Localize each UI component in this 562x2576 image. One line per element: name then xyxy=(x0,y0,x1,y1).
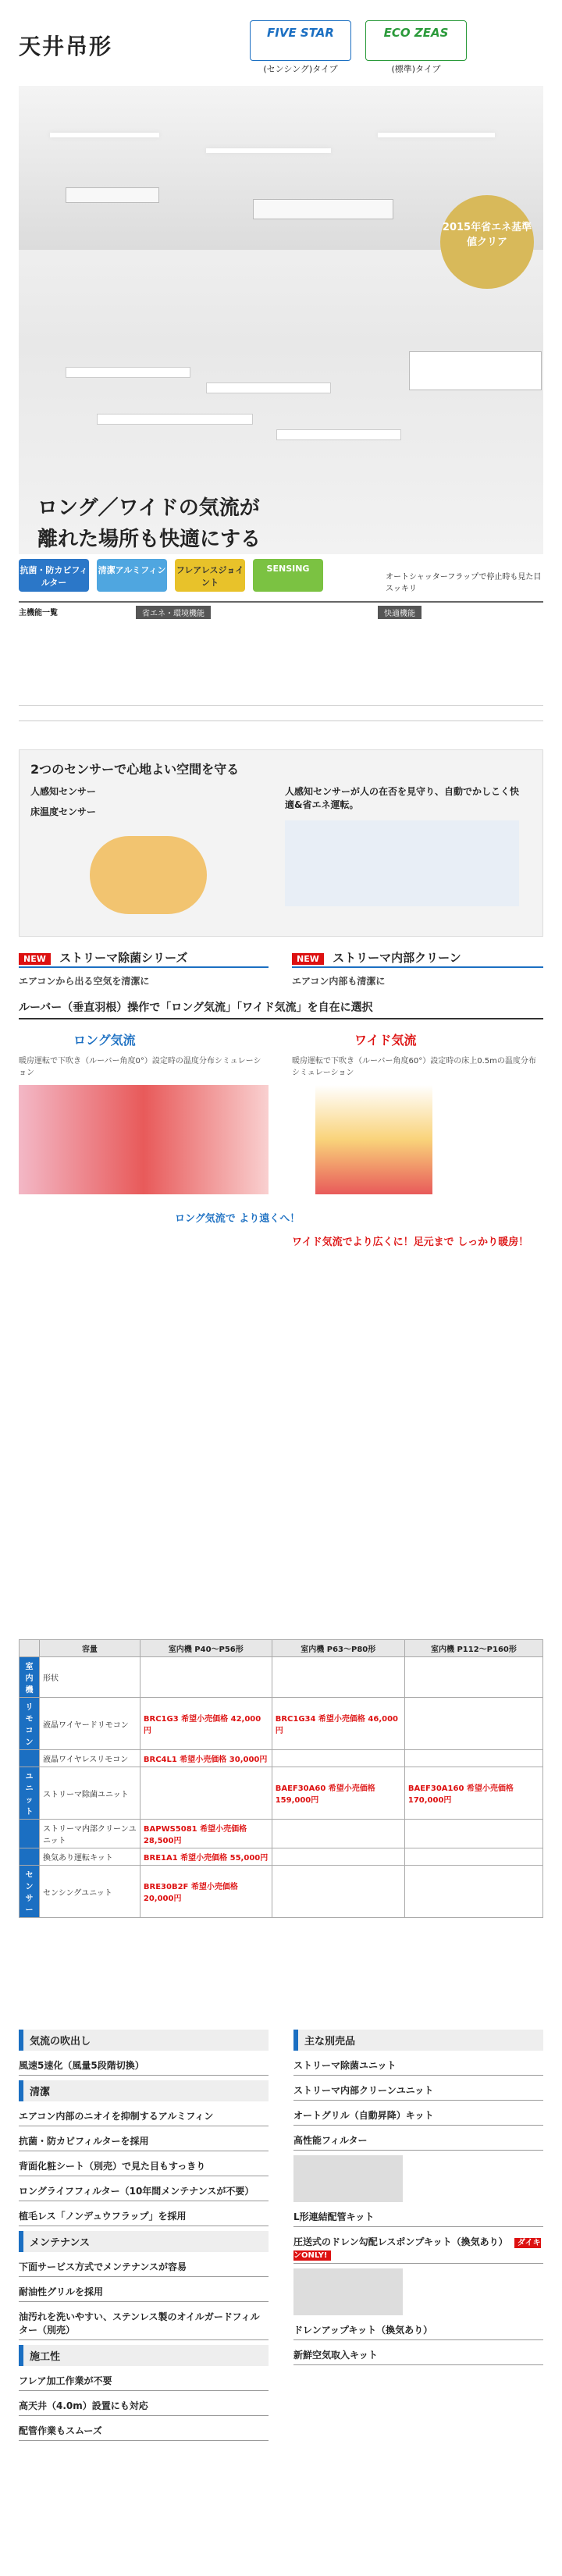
ceiling-light xyxy=(206,148,331,153)
page-title: 天井吊形 xyxy=(19,34,113,59)
wide-airflow-desc: 暖房運転で下吹き（ルーバー角度60°）設定時の床上0.5mの温度分布シミュレーション xyxy=(292,1057,536,1077)
item-heading: ドレンアップキット（換気あり） xyxy=(293,2320,543,2340)
wide-airflow-simulation xyxy=(315,1085,432,1194)
item-heading: 高性能フィルター xyxy=(293,2130,543,2151)
item-heading: L形連結配管キット xyxy=(293,2207,543,2227)
streamer-left-title: ストリーマ除菌シリーズ xyxy=(59,951,188,965)
item-heading: 圧送式のドレン勾配レスポンプキット（換気あり） ダイキンONLY! xyxy=(293,2232,543,2264)
sensor-right-heading: 人感知センサーが人の在否を見守り、自動でかしこく快適&省エネ運転。 xyxy=(285,786,520,810)
item-heading: フレア加工作業が不要 xyxy=(19,2371,269,2391)
item-heading: 下面サービス方式でメンテナンスが容易 xyxy=(19,2257,269,2277)
item-heading: 高天井（4.0m）設置にも対応 xyxy=(19,2396,269,2416)
airflow-section xyxy=(19,999,543,1405)
item-heading: 配管作業もスムーズ xyxy=(19,2421,269,2441)
streamer-right-sub: エアコン内部も清潔に xyxy=(292,976,386,987)
lineup-header: 室内機 P112〜P160形 xyxy=(404,1640,542,1657)
sensor-left-heading-2: 床温度センサー xyxy=(30,806,97,817)
sensor-section xyxy=(19,749,543,937)
ceiling-light xyxy=(378,133,495,137)
item-heading: 植毛レス「ノンデュウフラップ」を採用 xyxy=(19,2206,269,2226)
long-airflow-simulation xyxy=(19,1085,269,1194)
room-illustration xyxy=(285,820,519,906)
airflow-title: ルーバー（垂直羽根）操作で「ロング気流」「ワイド気流」を自在に選択 xyxy=(19,999,543,1019)
page-header xyxy=(0,0,562,86)
table-row: 液晶ワイヤレスリモコン BRC4L1 希望小売価格 30,000円 xyxy=(20,1750,543,1767)
section-heading: 主な別売品 xyxy=(293,2030,543,2051)
headline-2: 離れた場所も快適にする xyxy=(37,528,261,551)
lineup-header: 容量 xyxy=(40,1640,140,1657)
item-heading: 風速5速化（風量5段階切換） xyxy=(19,2055,269,2076)
item-heading: ストリーマ内部クリーンユニット xyxy=(293,2080,543,2101)
table-row: 換気あり運転キット BRE1A1 希望小売価格 55,000円 xyxy=(20,1848,543,1866)
item-heading: 抗菌・防カビフィルターを採用 xyxy=(19,2131,269,2151)
ac-unit xyxy=(253,199,393,219)
hero-image xyxy=(19,86,543,554)
item-heading: 耐油性グリルを採用 xyxy=(19,2282,269,2302)
long-airflow-desc: 暖房運転で下吹き（ルーバー角度0°）設定時の温度分布シミュレーション xyxy=(19,1057,261,1077)
lineup-header: 室内機 P40〜P56形 xyxy=(140,1640,272,1657)
ac-unit xyxy=(66,187,159,203)
filter-illustration xyxy=(293,2155,403,2202)
item-heading: エアコン内部のニオイを抑制するアルミフィン xyxy=(19,2106,269,2126)
table-row xyxy=(19,696,543,706)
group-eco: 省エネ・環境機能 xyxy=(136,606,211,619)
desk xyxy=(206,382,331,393)
feature-sensing: SENSING xyxy=(253,559,323,592)
desk xyxy=(66,367,190,378)
item-heading: 背面化粧シート（別売）で見た目もすっきり xyxy=(19,2156,269,2176)
feature-flareless: フレアレスジョイント xyxy=(175,559,245,592)
eco-zeas-caption: (標準)タイプ xyxy=(391,64,441,74)
lineup-header: 室内機 P63〜P80形 xyxy=(272,1640,404,1657)
streamer-right-title: ストリーマ内部クリーン xyxy=(333,951,461,965)
eco-zeas-logo: ECO ZEAS xyxy=(365,20,467,61)
feature-antibacterial: 抗菌・防カビフィルター xyxy=(19,559,89,592)
hero-note: オートシャッターフラップで停止時も見た目スッキリ xyxy=(386,573,542,593)
streamer-left-sub: エアコンから出る空気を清潔に xyxy=(19,976,150,987)
sensor-title: 2つのセンサーで心地よい空間を守る xyxy=(30,762,240,777)
long-airflow-note: ロング気流で より遠くへ！ xyxy=(175,1213,301,1225)
section-heading: 清潔 xyxy=(19,2080,269,2101)
new-badge: NEW xyxy=(19,953,51,965)
desk xyxy=(97,414,253,425)
lineup-table xyxy=(19,1639,543,1998)
section-heading: 気流の吹出し xyxy=(19,2030,269,2051)
table-row: 室内機 形状 xyxy=(20,1657,543,1698)
five-star-logo: FIVE STAR xyxy=(250,20,351,61)
section-heading: メンテナンス xyxy=(19,2231,269,2252)
item-heading: ロングライフフィルター（10年間メンテナンスが不要） xyxy=(19,2181,269,2201)
streamer-left xyxy=(19,945,269,968)
table-row: リモコン 液晶ワイヤードリモコン BRC1G3 希望小売価格 42,000円 BRC1G34 希望小売価格 46,000円 xyxy=(20,1698,543,1750)
item-heading: オートグリル（自動昇降）キット xyxy=(293,2105,543,2126)
item-heading: 油汚れを洗いやすい、ステンレス製のオイルガードフィルター（別売） xyxy=(19,2307,269,2340)
table-row: センサー センシングユニット BRE30B2F 希望小売価格 20,000円 xyxy=(20,1866,543,1918)
feature-aluminum-fin: 清潔アルミフィン xyxy=(97,559,167,592)
daikin-only-badge: ダイキンONLY! xyxy=(293,2239,541,2260)
function-table xyxy=(19,601,543,749)
streamer-section xyxy=(19,945,543,991)
pump-illustration xyxy=(293,2268,403,2315)
feature-icons xyxy=(19,554,543,601)
ceiling-light xyxy=(50,133,159,137)
desk xyxy=(276,429,401,440)
long-airflow-heading: ロング気流 xyxy=(73,1033,136,1048)
ac-unit xyxy=(409,351,542,390)
group-comfort: 快適機能 xyxy=(378,606,422,619)
wide-airflow-heading: ワイド気流 xyxy=(354,1033,417,1048)
right-column xyxy=(293,2030,543,2370)
item-heading: ストリーマ除菌ユニット xyxy=(293,2055,543,2076)
streamer-right xyxy=(292,945,543,968)
section-heading: 施工性 xyxy=(19,2345,269,2366)
item-heading: 新鮮空気取入キット xyxy=(293,2345,543,2365)
five-star-caption: (センシング)タイプ xyxy=(263,64,338,74)
new-badge: NEW xyxy=(292,953,324,965)
wide-airflow-note: ワイド気流でより広くに！足元まで しっかり暖房！ xyxy=(292,1236,529,1248)
sensor-left-heading: 人感知センサー xyxy=(30,786,97,797)
table-row: ストリーマ内部クリーンユニット BAPWS5081 希望小売価格 28,500円 xyxy=(20,1820,543,1848)
table-row: ユニット ストリーマ除菌ユニット BAEF30A60 希望小売価格 159,000円 BAEF30A160 希望小売価格 170,000円 xyxy=(20,1767,543,1820)
table-row xyxy=(19,712,543,721)
left-column xyxy=(19,2030,269,2446)
table-title: 主機能一覧 xyxy=(19,609,58,617)
floor-sensor-illustration xyxy=(90,836,207,914)
lineup-header xyxy=(20,1640,40,1657)
energy-badge: 2015年省エネ基準値クリア xyxy=(440,195,534,289)
headline-1: ロング／ワイドの気流が xyxy=(37,496,260,520)
